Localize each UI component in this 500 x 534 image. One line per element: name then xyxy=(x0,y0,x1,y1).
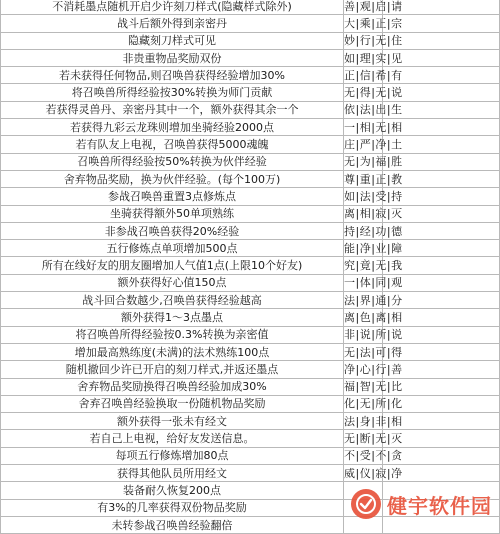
effect-description-cell[interactable]: 有3%的几率获得双份物品奖励 xyxy=(1,499,344,516)
effects-table-body xyxy=(1,0,500,534)
table-row xyxy=(1,188,500,205)
effect-description-cell[interactable]: 若获得灵兽丹、亲密丹其中一个，额外获得其余一个 xyxy=(1,101,344,118)
table-row xyxy=(1,395,500,412)
table-row xyxy=(1,136,500,153)
table-row xyxy=(1,378,500,395)
effect-description-cell[interactable]: 额外获得1～3点墨点 xyxy=(1,309,344,326)
effect-description-cell[interactable]: 舍弃物品奖励，换为伙伴经验。(每个100万) xyxy=(1,170,344,187)
table-row xyxy=(1,119,500,136)
effect-description-cell[interactable]: 所有在线好友的朋友圈增加人气值1点(上限10个好友) xyxy=(1,257,344,274)
code-word-cell[interactable]: 妙|行|无|住 xyxy=(344,32,383,49)
effect-description-cell[interactable]: 获得其他队员所用经文 xyxy=(1,465,344,482)
table-row xyxy=(1,292,500,309)
code-word-cell[interactable]: 法|身|非|相 xyxy=(344,413,383,430)
table-row xyxy=(1,516,500,533)
effect-description-cell[interactable]: 若自己上电视，给好友发送信息。 xyxy=(1,430,344,447)
table-row xyxy=(1,205,500,222)
empty-cell[interactable] xyxy=(383,516,500,533)
table-row xyxy=(1,309,500,326)
table-row xyxy=(1,447,500,464)
effect-description-cell[interactable]: 战斗回合数越少,召唤兽获得经验越高 xyxy=(1,292,344,309)
code-word-cell[interactable]: 净|心|行|善 xyxy=(344,361,383,378)
code-word-cell[interactable]: 庄|严|净|土 xyxy=(344,136,383,153)
effect-description-cell[interactable]: 额外获得一张未有经文 xyxy=(1,413,344,430)
table-row xyxy=(1,101,500,118)
effect-description-cell[interactable]: 不消耗墨点随机开启少许刻刀样式(隐藏样式除外) xyxy=(1,0,344,15)
table-row xyxy=(1,465,500,482)
code-word-cell[interactable]: 一|体|同|观 xyxy=(344,274,383,291)
site-watermark xyxy=(351,489,492,519)
effect-description-cell[interactable]: 舍弃召唤兽经验换取一份随机物品奖励 xyxy=(1,395,344,412)
code-word-cell[interactable]: 离|相|寂|灭 xyxy=(344,205,383,222)
table-row xyxy=(1,343,500,360)
effect-description-cell[interactable]: 若有队友上电视，召唤兽获得5000魂魄 xyxy=(1,136,344,153)
effect-description-cell[interactable]: 战斗后额外得到亲密丹 xyxy=(1,15,344,32)
code-word-cell[interactable]: 如|法|受|持 xyxy=(344,188,383,205)
table-row xyxy=(1,32,500,49)
effect-description-cell[interactable]: 未转参战召唤兽经验翻倍 xyxy=(1,516,344,533)
code-word-cell[interactable]: 能|净|业|障 xyxy=(344,240,383,257)
effect-description-cell[interactable]: 每项五行修炼增加80点 xyxy=(1,447,344,464)
code-word-cell[interactable]: 威|仪|寂|净 xyxy=(344,465,383,482)
effect-description-cell[interactable]: 将召唤兽所得经验按0.3%转换为亲密值 xyxy=(1,326,344,343)
table-row xyxy=(1,49,500,66)
effect-description-cell[interactable]: 参战召唤兽重置3点修炼点 xyxy=(1,188,344,205)
table-row xyxy=(1,240,500,257)
table-row xyxy=(1,222,500,239)
code-word-cell[interactable]: 非|说|所|说 xyxy=(344,326,383,343)
table-row xyxy=(1,430,500,447)
code-word-cell[interactable]: 无|断|无|灭 xyxy=(344,430,383,447)
code-word-cell[interactable]: 离|色|离|相 xyxy=(344,309,383,326)
code-word-cell[interactable] xyxy=(344,516,383,533)
table-row xyxy=(1,326,500,343)
table-row xyxy=(1,257,500,274)
effect-description-cell[interactable]: 坐骑获得额外50单项熟练 xyxy=(1,205,344,222)
code-word-cell[interactable]: 持|经|功|德 xyxy=(344,222,383,239)
table-row xyxy=(1,67,500,84)
effect-description-cell[interactable]: 非参战召唤兽获得20%经验 xyxy=(1,222,344,239)
table-row xyxy=(1,153,500,170)
effect-description-cell[interactable]: 五行修炼点单项增加500点 xyxy=(1,240,344,257)
effect-description-cell[interactable]: 隐藏刻刀样式可见 xyxy=(1,32,344,49)
code-word-cell[interactable]: 尊|重|正|教 xyxy=(344,170,383,187)
table-row xyxy=(1,84,500,101)
code-word-cell[interactable]: 大|乘|正|宗 xyxy=(344,15,383,32)
effect-description-cell[interactable]: 若未获得任何物品,则召唤兽获得经验增加30% xyxy=(1,67,344,84)
code-word-cell[interactable]: 法|界|通|分 xyxy=(344,292,383,309)
code-word-cell[interactable]: 正|信|希|有 xyxy=(344,67,383,84)
effect-description-cell[interactable]: 非贵重物品奖励双份 xyxy=(1,49,344,66)
table-row xyxy=(1,15,500,32)
code-word-cell[interactable]: 善|观|启|请 xyxy=(344,0,383,15)
table-row xyxy=(1,0,500,15)
code-word-cell[interactable]: 依|法|出|生 xyxy=(344,101,383,118)
effect-description-cell[interactable]: 额外获得好心值150点 xyxy=(1,274,344,291)
effect-description-cell[interactable]: 增加最高熟练度(未满)的法术熟练100点 xyxy=(1,343,344,360)
effect-description-cell[interactable]: 随机撤回少许已开启的刻刀样式,并返还墨点 xyxy=(1,361,344,378)
table-row xyxy=(1,170,500,187)
effect-description-cell[interactable]: 召唤兽所得经验按50%转换为伙伴经验 xyxy=(1,153,344,170)
code-word-cell[interactable]: 无|法|可|得 xyxy=(344,343,383,360)
code-word-cell[interactable]: 化|无|所|化 xyxy=(344,395,383,412)
table-row xyxy=(1,361,500,378)
table-row xyxy=(1,274,500,291)
effect-description-cell[interactable]: 将召唤兽所得经验按30%转换为师门贡献 xyxy=(1,84,344,101)
effect-description-cell[interactable]: 舍弃物品奖励换得召唤兽经验加成30% xyxy=(1,378,344,395)
code-word-cell[interactable]: 如|理|实|见 xyxy=(344,49,383,66)
table-row xyxy=(1,413,500,430)
effect-description-cell[interactable]: 若获得九彩云龙珠则增加坐骑经验2000点 xyxy=(1,119,344,136)
code-word-cell[interactable]: 福|智|无|比 xyxy=(344,378,383,395)
code-word-cell[interactable]: 一|相|无|相 xyxy=(344,119,383,136)
code-word-cell[interactable]: 究|竟|无|我 xyxy=(344,257,383,274)
code-word-cell[interactable]: 无|为|福|胜 xyxy=(344,153,383,170)
code-word-cell[interactable]: 不|受|不|贪 xyxy=(344,447,383,464)
jianyu-logo-icon xyxy=(351,489,381,519)
code-word-cell[interactable]: 无|得|无|说 xyxy=(344,84,383,101)
effect-description-cell[interactable]: 装备耐久恢复200点 xyxy=(1,482,344,499)
watermark-text: 健宇软件园 xyxy=(387,493,492,518)
